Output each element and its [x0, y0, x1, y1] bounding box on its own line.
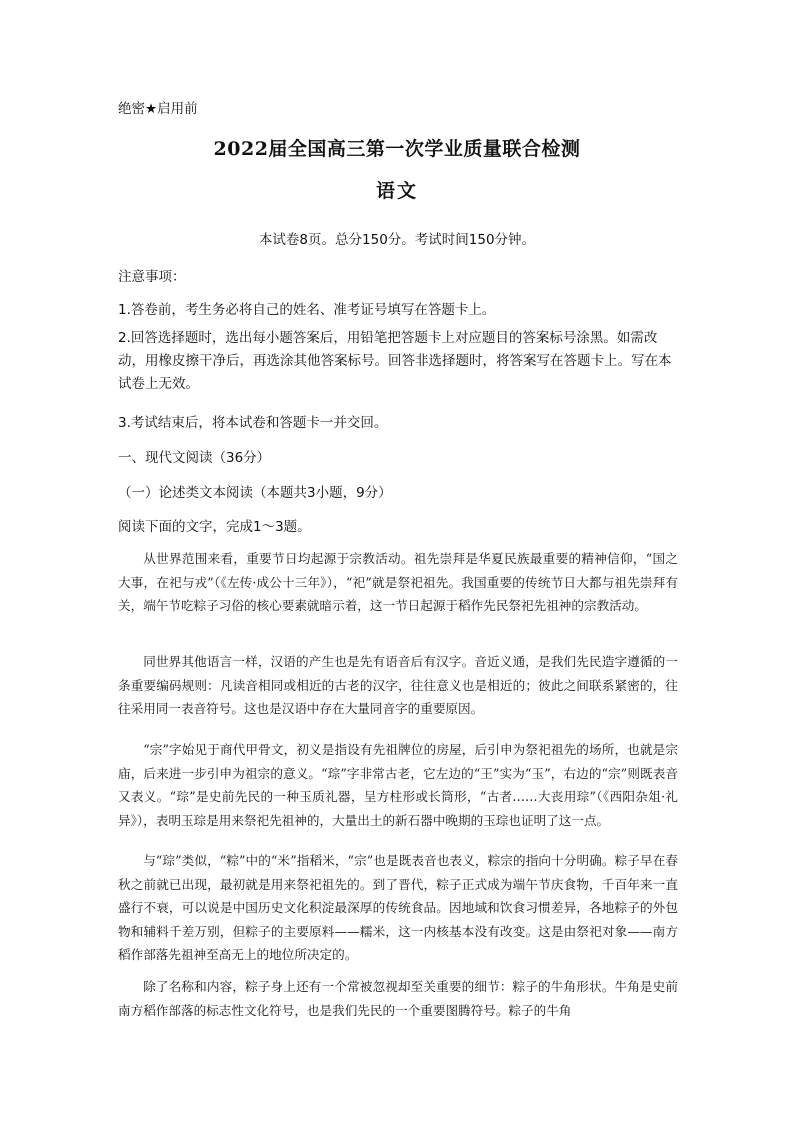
subject-title: 语文 [375, 180, 418, 202]
exam-title: 2022届全国高三第一次学业质量联合检测 [213, 138, 581, 160]
reading-instruction: 阅读下面的文字，完成1～3题。 [118, 519, 311, 535]
passage-paragraph: 从世界范围来看，重要节日均起源于宗教活动。祖先崇拜是华夏民族最重要的精神信仰，“国之大事，在祀与戎”（《左传·成公十三年》），“祀”就是祭祀祖先。我国重要的传统节日大都与祖先崇拜有关，端午节吃粽子习俗的核心要素就暗示着，这一节日起源于稻作先民祭祀先祖神的宗教活动。 [118, 551, 678, 613]
passage-paragraph: 与“琮”类似，“粽”中的“米”指稻米，“宗”也是既表音也表义，粽宗的指向十分明确。粽子早在春秋之前就已出现，最初就是用来祭祀祖先的。到了晋代，粽子正式成为端午节庆食物，千百年来一直盛行不衰，可以说是中国历史文化积淀最深厚的传统食品。因地域和饮食习惯差异，各地粽子的外包物和辅料千差万别，但粽子的主要原料——糯米，这一内核基本没有改变。这是由祭祀对象——南方稻作部落先祖神至高无上的地位所决定的。 [118, 853, 678, 962]
notice-item: 3.考试结束后，将本试卷和答题卡一并交回。 [118, 415, 388, 431]
passage-paragraph: 除了名称和内容，粽子身上还有一个常被忽视却至关重要的细节：粽子的牛角形状。牛角是史前南方稻作部落的标志性文化符号，也是我们先民的一个重要图腾符号。粽子的牛角 [118, 979, 678, 1018]
passage-paragraph: “宗”字始见于商代甲骨文，初义是指设有先祖牌位的房屋，后引申为祭祀祖先的场所，也就是宗庙，后来进一步引申为祖宗的意义。“琮”字非常古老，它左边的“王”实为“玉”，右边的“宗”则既表音又表义。“琮”是史前先民的一种玉质礼器，呈方柱形或长筒形，“古者……大丧用琮”（《西阳杂俎·礼异》），表明玉琮是用来祭祀先祖神的，大量出土的新石器中晚期的玉琮也证明了这一点。 [118, 742, 678, 828]
notice-item: 2.回答选择题时，选出每小题答案后，用铅笔把答题卡上对应题目的答案标号涂黑。如需改动，用橡皮擦干净后，再选涂其他答案标号。回答非选择题时，将答案写在答题卡上。写在本试卷上无效。 [118, 330, 672, 392]
passage-paragraph: 同世界其他语言一样，汉语的产生也是先有语音后有汉字。音近义通，是我们先民造字遵循的一条重要编码规则：凡读音相同或相近的古老的汉字，往往意义也是相近的；彼此之间联系紧密的，往往采用同一表音符号。这也是汉语中存在大量同音字的重要原因。 [118, 654, 678, 716]
confidential-label: 绝密★启用前 [118, 101, 198, 117]
subsection-heading: （一）论述类文本阅读（本题共3小题，9分） [118, 485, 392, 501]
exam-info: 本试卷8页。总分150分。考试时间150分钟。 [258, 232, 536, 248]
notice-heading: 注意事项： [118, 269, 186, 285]
section-heading: 一、现代文阅读（36分） [118, 450, 271, 466]
notice-item: 1.答卷前，考生务必将自己的姓名、准考证号填写在答题卡上。 [118, 302, 496, 318]
